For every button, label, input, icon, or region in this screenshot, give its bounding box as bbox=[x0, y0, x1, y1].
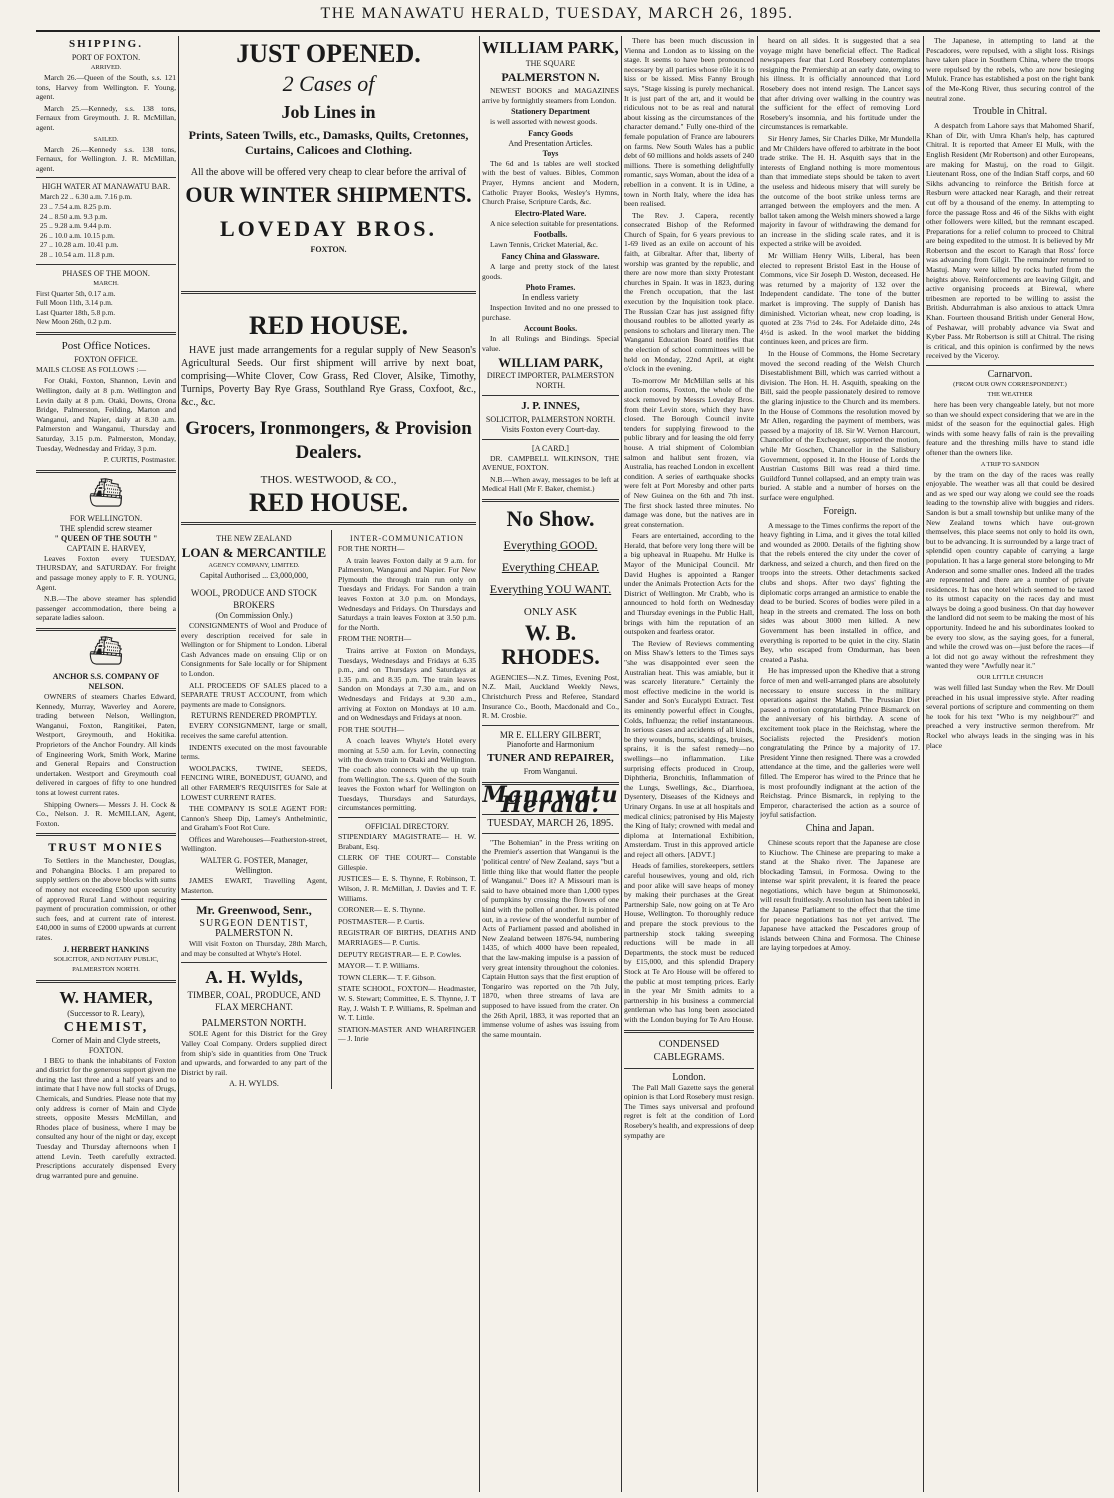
loveday-bros: LOVEDAY BROS. bbox=[219, 216, 438, 241]
photo-heading: Photo Frames. bbox=[525, 283, 576, 293]
directory-entry: STATION-MASTER AND WHARFINGER— J. Inrie bbox=[338, 1024, 476, 1044]
card-label: [A CARD.] bbox=[532, 443, 569, 453]
lower-ads bbox=[181, 530, 476, 1089]
wilkinson: DR. CAMPBELL WILKINSON, THE AVENUE, FOXTON. bbox=[482, 453, 619, 473]
returns: RETURNS RENDERED PROMPTLY. bbox=[191, 711, 317, 721]
news-paragraph: The Japanese, in attempting to land at the Pescadores, were repulsed, with a slight loss. Risings have taken place in Southern China, where the troops were repulsed by the rebels, who are now besieging Muluk. France has established a post on the right bank of the Me-Kong River, thus securing control of the neutral zone. bbox=[926, 36, 1094, 103]
anchor-notice: OWNERS of steamers Charles Edward, Kennedy, Murray, Waverley and Aorere, trading between Nelson, Wellington, Wanganui, Foxton, Rangitikei, Paten, Westport, Greymouth, and Hokitika. Proprietors of the Anchor Foundry. All kinds of Engineering Work, Smith Work, Marine and General Repairs and Construction undertaken. Westport and Greymouth coal delivered in cargoes of fifty to one hundred tons at lowest current rates. bbox=[36, 691, 176, 797]
steamer-notice: Leaves Foxton every TUESDAY, THURSDAY, and SATURDAY. For freight and passage money apply to F. R. YOUNG, Agent. bbox=[36, 553, 176, 592]
directory-entry: CORONER— E. S. Thynne. bbox=[338, 905, 426, 915]
inter-heading: INTER-COMMUNICATION bbox=[349, 534, 465, 543]
arrival-notice: March 26.—Queen of the South, s.s. 121 tons, Harvey from Wellington. F. Young, agent. bbox=[36, 73, 176, 102]
toys-heading: Toys bbox=[542, 148, 559, 158]
directory-entry: REGISTRAR OF BIRTHS, DEATHS AND MARRIAGES— P. Curtis. bbox=[338, 928, 476, 947]
fancy-goods-sub: And Presentation Articles. bbox=[508, 138, 593, 148]
account-body: In all Rulings and Bindings. Special value. bbox=[482, 334, 619, 353]
tide-row: 23 .. 7.54 a.m. 8.25 p.m. bbox=[40, 201, 112, 211]
cablegrams-heading: CONDENSED CABLEGRAMS. bbox=[653, 1038, 725, 1063]
tuner-from: From Wanganui. bbox=[523, 766, 578, 776]
proceeds: ALL PROCEEDS OF SALES placed to a SEPARATE TRUST ACCOUNT, from which payments are made to Consignors. bbox=[181, 680, 327, 709]
directory-entry: MAYOR— T. P. Williams. bbox=[338, 961, 420, 971]
westwood-name: THOS. WESTWOOD, & CO., bbox=[260, 474, 397, 486]
tide-row: March 22 .. 6.30 a.m. 7.16 p.m. bbox=[40, 192, 133, 202]
electro-heading: Electro-Plated Ware. bbox=[514, 208, 587, 218]
ewart: JAMES EWART, Travelling Agent, Masterton. bbox=[181, 876, 327, 895]
foreign-heading: Foreign. bbox=[823, 505, 857, 517]
chemist-heading: CHEMIST, bbox=[63, 1019, 149, 1035]
news-paragraph: In the House of Commons, the Home Secretary moved the second reading of the Welsh Church Disestablishment Bill, which was carried without a division. The Hon. H. H. Asquith, speaking on the Bill, said the people passionately desired to remove the glaring injustice to the Church and its members. In the House of Commons the resolution moved by Mr Allen, regarding the payment of members, was passed by a majority of 18. Sir W. Vernon Harcourt, Chancellor of the Exchequer, supported the motion, while Mr Goschen, Chancellor in the Salisbury Government, opposed it. In the House of Lords the Austrian Customs Bill was read a third time. Guildford Tunnel collapsed, and an empty train was buried. A stable and a number of horses on the surface were engulphed. bbox=[760, 349, 920, 502]
london-heading: London. bbox=[672, 1071, 706, 1083]
arrived-heading: ARRIVED. bbox=[90, 64, 122, 71]
news-paragraph: Fears are entertained, according to the Herald, that before very long there will be a big upheaval in Ruapehu. Mr Hulke is Mayor of the Municipal Council. Mr David Hughes is appointed a Ranger under the Animals Protection Acts for the District of Wellington. Mr Crabb, who is announced to hold forth on Wednesday and Thursday evenings in the Public Hall, brings with him the reputation of an outspoken and fearless orator. bbox=[624, 531, 754, 637]
loan-sub: AGENCY COMPANY, LIMITED. bbox=[208, 562, 300, 569]
steamer-name: " QUEEN OF THE SOUTH " bbox=[54, 533, 158, 543]
park-name: WILLIAM PARK, bbox=[482, 38, 619, 57]
wylds-name: A. H. Wylds, bbox=[205, 967, 303, 988]
column-rule bbox=[178, 36, 179, 1492]
masthead: THE MANAWATU HERALD, TUESDAY, MARCH 26, 1895. bbox=[320, 5, 794, 22]
post-office-heading: Post Office Notices. bbox=[61, 339, 151, 352]
wylds-sign: A. H. WYLDS. bbox=[229, 1079, 279, 1089]
innes-body: Visits Foxton every Court-day. bbox=[501, 424, 600, 434]
two-cases: 2 Cases of bbox=[282, 71, 375, 96]
grocers-heading: Grocers, Ironmongers, & Provision Dealers. bbox=[185, 418, 472, 463]
everything-good: Everything GOOD. bbox=[503, 537, 598, 552]
captain: CAPTAIN E. HARVEY, bbox=[66, 543, 146, 553]
just-opened-heading: JUST OPENED. bbox=[236, 39, 421, 68]
gilbert-name: MR E. ELLERY GILBERT, bbox=[499, 729, 602, 740]
consignments: CONSIGNMENTS of Wool and Produce of every description received for sale in Wellington or for Shipment to London. Liberal Cash Advances made on ensuing Clip or on Consignments for Sale locally or for Shipment to London. bbox=[181, 621, 327, 678]
news-paragraph: The Review of Reviews commenting on Miss Shaw's letters to the Times says "she was disappointed ever seen the Australian heat. This was amiable, but it was scarcely literature." Certainly the most effective medicine in the world is Sander and Son's Eucalypti Extract. Test its eminently powerful effect in Coughs, Colds, Influenza; the relief instantaneous. In serious cases and accidents of all kinds, be they wounds, burns, scaldings, bruises, sprains, it is the safest remedy—no swellings—no inflammation. Like surprising effects produced in Croup, Diphtheria, Bronchitis, Inflammation of the Lungs, Swellings, &c., Diarrhoea, Dysentery, Diseases of the Kidneys and Urinary Organs. In use at all hospitals and medical clinics; patronised by His Majesty the King of Italy; crowned with medal and diploma at International Exhibition, Amsterdam. Trust in this approved article and reject all others. [ADVT.] bbox=[624, 638, 754, 859]
electro-body: A nice selection suitable for presentations. bbox=[490, 218, 619, 228]
red-house-heading: RED HOUSE. bbox=[249, 311, 408, 340]
carnarvon-heading: Carnarvon. bbox=[987, 369, 1033, 380]
column-rule bbox=[923, 36, 924, 1492]
wilkinson-nb: N.B.—When away, messages to be left at Medical Hall (Mr F. Baker, chemist.) bbox=[482, 474, 619, 494]
footballs-heading: Footballs. bbox=[533, 230, 568, 240]
gilbert-sub: Pianoforte and Harmonium bbox=[506, 739, 595, 749]
column-news-1 bbox=[624, 36, 754, 1492]
tuner-heading: TUNER AND REPAIRER, bbox=[487, 751, 614, 764]
prints-list: Prints, Sateen Twills, etc., Damasks, Quilts, Cretonnes, Curtains, Calicoes and Clothing. bbox=[188, 128, 469, 157]
greenwood-name: Mr. Greenwood, Senr., bbox=[196, 903, 312, 918]
sole-agent: THE COMPANY IS SOLE AGENT FOR: Cannon's Sheep Dip, Lamey's Anthelmintic, and Graham's Foot Rot Cure. bbox=[181, 804, 327, 833]
moon-row: First Quarter 5th, 0.17 a.m. bbox=[36, 288, 116, 298]
sailing-notice: March 26.—Kennedy s.s. 138 tons, Fernaux, for Wellington. J. R. McMillan, agent. bbox=[36, 144, 176, 173]
church-heading: OUR LITTLE CHURCH bbox=[976, 674, 1044, 682]
hamer-successor: (Successor to R. Leary), bbox=[67, 1008, 145, 1018]
tide-row: 25 .. 9.28 a.m. 9.44 p.m. bbox=[40, 221, 112, 231]
herald-nameplate: Manawatu Herald. bbox=[482, 781, 619, 818]
woolpacks: WOOLPACKS, TWINE, SEEDS, FENCING WIRE, BONEDUST, GUANO, and all other FARMER'S REQUISITES for Sale at LOWEST CURRENT RATES. bbox=[181, 763, 327, 802]
glassware-heading: Fancy China and Glassware. bbox=[501, 251, 600, 261]
directory-entry: TOWN CLERK— T. F. Gibson. bbox=[338, 972, 436, 982]
anchor-company: ANCHOR S.S. COMPANY OF NELSON. bbox=[52, 671, 160, 691]
intercommunication-column bbox=[338, 530, 476, 1089]
news-paragraph: heard on all sides. It is suggested that a sea voyage might have beneficial effect. The Radical newspapers fear that Lord Rosebery contemplates resigning the Premiership at an early date, owing to his illness. It is officially announced that Lord Rosebery does not intend resign. The Lancet says that after driving over walking in the country was the sufficient for the effect of removing Lord Rosebery's insomnia, and his fortitude under the circumstances is remarkable. bbox=[760, 36, 920, 132]
news-paragraph: There has been much discussion in Vienna and London as to kissing on the stage. It seems to have been pronounced necessary by all parties whose rôle it is to kiss or be kissed. Miss Fanny Brough says, "Stage kissing is purely mechanical. It is just part of the art, and it would be ridiculous not to be as real and natural about kissing as the circumstances of the character demand." Fully one-third of the female population of France are labourers on farms. New South Wales has a public debt of 60 millions and holds assets of 240 millions. There is something delightfully romantic, says Woman, about the idea of a rebellion in a convent. It is in Udine, a town in North Italy, where the idea has been realised. bbox=[624, 36, 754, 209]
directory-entry: JUSTICES— E. S. Thynne, F. Robinson, T. Wilson, J. R. McMillan, J. Davies and T. F. Williams. bbox=[338, 874, 476, 903]
ship-icon: ⛴ bbox=[88, 477, 124, 509]
tide-row: 24 .. 8.50 a.m. 9.3 p.m. bbox=[40, 211, 108, 221]
church-paragraph: was well filled last Sunday when the Rev. Mr Doull preached in his usual impressive style. After reading several portions of scripture and commenting on them he took for his text "Who is my neighbour?" and preached a very instructive sermon therefrom. Mr Rockel who always leads in the singing was in his place bbox=[926, 683, 1094, 750]
every-consignment: EVERY CONSIGNMENT, large or small, receives the same careful attention. bbox=[181, 721, 327, 740]
loan-capital: Capital Authorised ... £3,000,000, bbox=[199, 571, 309, 580]
newest-books: NEWEST BOOKS and MAGAZINES arrive by fortnightly steamers from London. bbox=[482, 86, 619, 105]
weather-paragraph: here has been very changeable lately, but not more so than we should expect considering that we are in the midst of the season for the equinoctial gales. High winds with some heavy falls of rain is the prevailing feature and the threshing mills have to stand idle oftener than the owners like. bbox=[926, 400, 1094, 457]
innes-title: SOLICITOR, PALMERSTON NORTH. bbox=[485, 414, 616, 424]
agencies: AGENCIES—N.Z. Times, Evening Post, N.Z. Mail, Auckland Weekly News, Christchurch Press and Referee, Standard Insurance Co., Booth, Macdonald and Co., R. M. Crosbie. bbox=[482, 672, 619, 721]
post-office-notice: For Otaki, Foxton, Shannon, Levin and Wellington, daily at 8 p.m. Wellington and Levin daily at 8 p.m. Otaki, Downs, Orona Bridge, Palmerston, Feilding, Marton and Wanganui, and Napier, daily at 8.30 a.m. Palmerston and Wanganui, Thursday and Saturday, 3.15 p.m. Palmerston, Monday, Tuesday, Wednesday and Friday, 3 p.m. bbox=[36, 376, 176, 453]
indents: INDENTS executed on the most favourable terms. bbox=[181, 742, 327, 762]
column-advertisements bbox=[181, 36, 476, 1492]
stationery-heading: Stationery Department bbox=[511, 107, 590, 117]
palmerston: PALMERSTON N. bbox=[215, 928, 293, 940]
park-palmerston: PALMERSTON N. bbox=[501, 70, 600, 84]
loan-column bbox=[181, 530, 332, 1089]
column-news-3 bbox=[926, 36, 1094, 1492]
account-heading: Account Books. bbox=[523, 324, 578, 334]
official-directory: OFFICIAL DIRECTORY. bbox=[365, 822, 449, 832]
port-heading: PORT OF FOXTON. bbox=[71, 53, 141, 62]
wylds-trade: TIMBER, COAL, PRODUCE, AND FLAX MERCHANT. bbox=[187, 990, 321, 1013]
editorial-notes: "The Bohemian" in the Press writing on the Premier's assertion that Wanganui is the 'political centre' of New Zealand, says "but a little thing like that would flatter the people of Wanganui." Does it? A Missouri man is said to have obtained more than 1,000 types of pumpkins by crossing the flowers of one kind with the pollen of another. It is pointed out, in a review of the wonderful number of Acts of Parliament passed and abolished in New Zealand between 1876-94, numbering 1435, of which 4000 have been repealed, that the law-making impulse is a passion of very great intensity throughout the colonies. Captain Hutton says that the first eruption of Tongariro was reported on the 7th July, 1870, when three streams of lava are supposed to have issued from the crater. On the 26th April, 1883, it was reported that an immense volume of ashes was issuing from the same mountain. bbox=[482, 837, 619, 1039]
tide-row: 26 .. 10.0 a.m. 10.15 p.m. bbox=[40, 230, 115, 240]
tide-table bbox=[36, 192, 176, 259]
chitral-heading: Trouble in Chitral. bbox=[972, 106, 1048, 118]
job-lines: Job Lines in bbox=[281, 102, 376, 122]
loan-intro: THE NEW ZEALAND bbox=[216, 534, 292, 543]
directory-entry: POSTMASTER— P. Curtis. bbox=[338, 916, 425, 926]
news-paragraph: To-morrow Mr McMillan sells at his auction rooms, Foxton, the whole of the stock removed by Messrs Loveday Bros. from their Levin store, which they have closed. The Borough Council invite tenders for supplying firewood to the public library and for leasing the old ferry house. A trial shipment of Colombian salmon and halibut sent frozen, via Australia, has reached London in excellent condition. A series of earthquake shocks were felt at Port Moresby and other parts of New Guinea on the 6th and 7th inst. The first shock lasted three minutes. No damage was done, but the natives are in great consternation. bbox=[624, 375, 754, 529]
moon-list bbox=[36, 289, 176, 327]
wool-brokers: WOOL, PRODUCE AND STOCK BROKERS bbox=[190, 588, 318, 610]
footballs-body: Lawn Tennis, Cricket Material, &c. bbox=[490, 240, 598, 250]
everything-cheap: Everything CHEAP. bbox=[501, 559, 600, 574]
offices: Offices and Warehouses—Featherston-street, Wellington. bbox=[181, 834, 327, 854]
steamer-intro: THE splendid screw steamer bbox=[59, 523, 153, 533]
stationery-body: is well assorted with newest goods. bbox=[490, 117, 598, 127]
arrival-notice: March 25.—Kennedy, s.s. 138 tons, Fernaux from Greymouth. J. R. McMillan, agent. bbox=[36, 103, 176, 132]
tide-row: 28 .. 10.54 a.m. 11.8 p.m. bbox=[40, 249, 115, 259]
for-wellington-heading: FOR WELLINGTON. bbox=[69, 513, 143, 523]
south-times: A coach leaves Whyte's Hotel every morning at 5.50 a.m. for Levin, connecting with the down train to Otaki and Wellington. The coach also connects with the up train from Wellington. The s.s. Queen of the South leaves the Foxton wharf for Wellington on Tuesdays, Thursdays and Saturdays, circumstances permitting. bbox=[338, 736, 476, 813]
moon-row: Last Quarter 18th, 5.8 p.m. bbox=[36, 307, 116, 317]
directory-entry: DEPUTY REGISTRAR— E. P. Cowles. bbox=[338, 949, 462, 959]
postmaster-sign: P. CURTIS, Postmaster. bbox=[103, 455, 176, 465]
column-park bbox=[482, 36, 619, 1492]
hankins-name: J. HERBERT HANKINS bbox=[62, 944, 150, 954]
cable-paragraph: The Pall Mall Gazette says the general opinion is that Lord Rosebery must resign. The Times says universal and profound regret is felt at the condition of Lord Rosebery's health, and expressions of deep sympathy are bbox=[624, 1082, 754, 1140]
offered-text: All the above will be offered very cheap to clear before the arrival of bbox=[190, 167, 467, 178]
toys-body: The 6d and 1s tables are well stocked with the best of values. Bibles, Common Prayer, Hymns ancient and Modern, Catholic Prayer Books, Wesley's Hymns, Church Praise, Scripture Cards, &c. bbox=[482, 158, 619, 207]
column-rule bbox=[757, 36, 758, 1492]
directory-entry: STATE SCHOOL, FOXTON— Headmaster, W. S. Stewart; Committee, E. S. Thynne, J. T Ray, J. Walsh T. P. Williams, R. Spelman and W. T. Little. bbox=[338, 984, 476, 1023]
wylds-notice: SOLE Agent for this District for the Grey Valley Coal Company. Orders supplied direct from ship's side in quantities from One Truck and upwards, and forwarded to any part of the District by rail. bbox=[181, 1029, 327, 1077]
red-house-heading: RED HOUSE. bbox=[249, 488, 408, 517]
moon-heading: PHASES OF THE MOON. bbox=[62, 268, 150, 278]
from-north-times: Trains arrive at Foxton on Mondays, Tuesdays, Wednesdays and Fridays at 6.35 p.m., and on Thursdays and Saturdays at 1.35 p.m. and 8.35 p.m. The train leaves Sandon on Mondays at 7.30 a.m., and on Wednesdays and Fridays at 9.30 a.m., arriving at Foxton on Mondays at 10 a.m. and on Wednesdays and Fridays at noon. bbox=[338, 645, 476, 723]
moon-row: New Moon 26th, 0.2 p.m. bbox=[36, 317, 112, 327]
foster: WALTER G. FOSTER, Manager, Wellington. bbox=[200, 856, 308, 876]
news-paragraph: Heads of families, storekeepers, settlers careful housewives, young and old, rich and poor alike will save heaps of money by making their purchases at the Great Partnership Sale, now going on at Te Aro House, Wellington. To thoroughly reduce and prepare the stock previous to the partnership stock taking sweeping reductions will be made in all Departments, the stock must be reduced by £15,000, and this splendid Drapery Stock at Te Aro House will be offered to the public at most tempting prices. Early in the year Mr Smith admits to a partnership in his business a commercial gentleman who has long been associated with the London buying for Te Aro House. bbox=[624, 861, 754, 1024]
tide-heading: HIGH WATER AT MANAWATU BAR. bbox=[41, 182, 171, 192]
masthead-rule bbox=[36, 30, 1100, 32]
seeds-notice: HAVE just made arrangements for a regular supply of New Season's Agricultural Seeds. Our first shipment will arrive by next boat, comprising—White Clover, Cow Grass, Red Clover, Alsike, Timothy, Turnips, Poverty Bay Rye Grass, Southland Rye Grass, Coxfoot, &c., &c., &c. bbox=[181, 345, 476, 408]
fancy-goods-heading: Fancy Goods bbox=[528, 128, 573, 138]
loan-title: LOAN & MERCANTILE bbox=[181, 545, 327, 560]
loveday-place: FOXTON. bbox=[310, 245, 347, 254]
issue-date: TUESDAY, MARCH 26, 1895. bbox=[487, 817, 614, 829]
greenwood-notice: Will visit Foxton on Thursday, 28th March, and may be consulted at Whyte's Hotel. bbox=[181, 939, 327, 958]
steamer-nb: N.B.—The above steamer has splendid passenger accommodation, there being a separate ladies saloon. bbox=[36, 594, 176, 623]
tide-row: 27 .. 10.28 a.m. 10.41 p.m. bbox=[40, 240, 119, 250]
directory-entry: STIPENDIARY MAGISTRATE— H. W. Brabant, Esq. bbox=[338, 832, 476, 851]
inspection: Inspection Invited and no one pressed to purchase. bbox=[482, 303, 619, 322]
weather-heading: THE WEATHER bbox=[987, 391, 1033, 398]
hamer-name: W. HAMER, bbox=[59, 987, 153, 1007]
news-paragraph: Mr William Henry Wills, Liberal, has been elected to represent Bristol East in the House of Commons, vice Sir Joseph D. Weston, deceased. He was returned by a majority of 132 over the Independent candidate. The tone of the butter market is improving. The supply of Danish has diminished. Victorian wheat, new crop loading, is quoted at 23s 7½d to 24s. For Adelaide ditto, 24s 4½d is asked. In the wool market the bidding continues keen, and prices are firm. bbox=[760, 251, 920, 347]
commission: (On Commission Only.) bbox=[215, 611, 293, 620]
north-times: A train leaves Foxton daily at 9 a.m. for Palmerston, Wanganui and Napier. For New Plymouth the through train run only on Tuesdays and Fridays. For Sandon a train leaves Foxton at 3.0 p.m. on Mondays, Wednesdays and Fridays. On Thursdays and Saturdays a train leaves Foxton at 3.50 p.m. for the North. bbox=[338, 555, 476, 632]
rhodes-name: W. B. RHODES. bbox=[501, 619, 600, 669]
no-show-heading: No Show. bbox=[506, 505, 595, 531]
directory-entry: CLERK OF THE COURT— Constable Gillespie. bbox=[338, 853, 476, 872]
news-paragraph: Sir Henry James, Sir Charles Dilke, Mr Mundella and Mr Childers have offered to arbitrate in the boot trade strike. The H. H. Asquith says that in the interests of England nothing is more momentous than that immediate steps should be taken to avert the useless and hideous misery that will surely be the outcome of the boot strike unless terms are arranged between the employers and the men. A ballot taken among the Welsh miners showed a large majority in favour of withdrawing the demand for an increase in the sliding scale rates, and it is expected a strike will be avoided. bbox=[760, 133, 920, 249]
anchor-owners: Shipping Owners— Messrs J. H. Cock & Co., Nelson. J. R. McMILLAN, Agent, Foxton. bbox=[36, 799, 176, 828]
hankins-title: SOLICITOR, AND NOTARY PUBLIC, PALMERSTON NORTH. bbox=[53, 955, 159, 973]
for-north: FOR THE NORTH— bbox=[338, 544, 405, 553]
column-rule bbox=[621, 36, 622, 1492]
sandon-heading: A TRIP TO SANDON bbox=[980, 460, 1040, 468]
trust-monies-notice: To Settlers in the Manchester, Douglas, and Pohangina Blocks. I am prepared to supply settlers on the above blocks with sums of money not exceeding £500 upon security of approved Rural Land without requiring payment of procuration commission, or other such fees, and at current rate of interest. £40,000 in sums of £2000 upwards at current rates. bbox=[36, 856, 176, 943]
correspondent: (FROM OUR OWN CORRESPONDENT.) bbox=[953, 381, 1067, 388]
winter-shipments: OUR WINTER SHIPMENTS. bbox=[185, 182, 472, 207]
importer: DIRECT IMPORTER, PALMERSTON NORTH. bbox=[486, 370, 615, 390]
innes-name: J. P. INNES, bbox=[521, 399, 580, 412]
chemist-address: Corner of Main and Clyde streets, FOXTON. bbox=[51, 1035, 161, 1055]
moon-month: MARCH. bbox=[93, 279, 119, 287]
glassware-body: A large and pretty stock of the latest goods. bbox=[482, 261, 619, 281]
park-square: THE SQUARE bbox=[525, 59, 576, 68]
only-ask: ONLY ASK bbox=[523, 605, 578, 618]
chitral-paragraph: A despatch from Lahore says that Mahomed Sharif, Khan of Dir, with Umra Khan's help, has captured Chitral. It is reported that Ameer El Mulk, with the English Resident (Mr Robertson) and other Europeans, are making for Mastuj, on the road to Gilgit. Lieutenant Ross, one of the Indian Staff corps, and 60 Sikhs advancing to reinforce the British force at Resburn were attacked near Karagh, and their retreat cut off by a thousand of the enemy. In attempting to force the passage Ross and 46 of the Sikhs with eight other followers were killed, but the remnant escaped. Preparations for a relief column to proceed to Chitral are being expedited to the utmost. It is believed by Mr Robertson and the escort to Karagh that Ross' force was advancing from Gilgit. The remainder returned to Mastuj. Many were killed by rocks hurled from the heights above. Reinforcements are leaving Gilgit, and active organising proceeds at Birewal, where tribesmen are reported to be willing to assist the British. Abdurrahman is also anxious to attack Umra Khan. Fourteen thousand British under General How, of Peshawar, will probably advance via Swat and Kyber Pass. Mr Robertson is still at Chitral. The rising is critical, and this opinion is confirmed by the news received by the Viceroy. bbox=[926, 121, 1094, 361]
chemist-notice: I BEG to thank the inhabitants of Foxton and district for the generous support given me during the last three and a half years and to intimate that I have now full stocks of Drugs, Chemicals, and Sundries. Please note that my only address is corner of Main and Clyde streets, opposite Messrs McMillan, and Rhodes place of business, where I may be consulted any hour of the night or day, except Tuesday and Thursday afternoons when I attend Levin. Teeth carefully extracted. Prescriptions accurately dispensed Every drug warranted pure and genuine. bbox=[36, 1055, 176, 1180]
foreign-paragraph: A message to the Times confirms the report of the heavy fighting in Lima, and it gives the total killed and wounded as 2000. Details of the fighting show that the rebels entered the city under the cover of darkness, and seized a church, and then fired on the troops into the streets. Other detachments sacked clubs and shops. After two days' fighting the diplomatic corps arranged an armistice to enable the dead to be buried. Scores of bodies were piled in a heap in the streets and cremated. The loss on both sides was about 3000 men killed. A new Government has been installed in office, and everything is reported to be quiet in the city. Slatin Bey, who escaped from Omdurman, has been created a Pasha. bbox=[760, 520, 920, 664]
sandon-paragraph: by the tram on the day of the races was really enjoyable. The weather was all that could be desired and as we sped our way along we could see the roads leading to the township alive with buggies and riders. Sandon is but a small township but unlike many of the New Zealand towns which have out-grown themselves, this place seems not only to hold its own, but to be advancing. It is surrounded by a large tract of splendid open country capable of carrying a large population. It has a large general store belonging to Mr Anderson and some smaller ones. Indeed all the trades are represented and there are a number of private residences. It has one hotel which seemed to be taxed to its utmost capacity on the races day and must always be doing a good business. On that day however the landlord did not seem to be making the most of his opportunity. Indeed he and his subordinates looked to be every too slow, as the saying goes, for a funeral, and while the crowd was on—just before the races—if a lot did not go away without the refreshment they wanted they were "Awfully near it." bbox=[926, 469, 1094, 671]
everything-you-want: Everything YOU WANT. bbox=[489, 581, 612, 596]
surgeon-dentist: SURGEON DENTIST, bbox=[199, 918, 309, 930]
mails-close: MAILS CLOSE AS FOLLOWS :— bbox=[36, 364, 147, 374]
foxton-office: FOXTON OFFICE. bbox=[74, 354, 138, 364]
wylds-place: PALMERSTON NORTH. bbox=[201, 1018, 307, 1030]
china-japan-heading: China and Japan. bbox=[805, 822, 875, 834]
ship-icon: ⛴ bbox=[88, 635, 124, 667]
china-paragraph: Chinese scouts report that the Japanese are close to Kiuchow. The Chinese are preparing to make a stand at the Shako river. The Japanese are blockading Tamsui, in Formosa. Owing to the intense war spirit prevalent, it is feared the peace negotiations, which have begun at Shimonoseki, will result fruitlessly. A resolution has been tabled in the Japanese Parliament to the effect that the time for peace negotiations has not yet arrived. The Japanese have attacked the Pescadores group of islands between China and Formosa. The Chinese are laying torpedoes at Amoy. bbox=[760, 837, 920, 953]
column-news-2 bbox=[760, 36, 920, 1492]
news-paragraph: The Rev. J. Capera, recently consecrated Bishop of the Reformed Church of Spain, for 6 years previous to 1-69 lived as an exile on account of his faith, at Gibraltar. After that, liberty of worship was granted by the republic, and there are now more than sixty Protestant churches in Spain. It was in 1823, during the French occupation, that the last execution by the Inquisition took place. The Russian Czar has just assigned fifty thousand roubles to be allotted yearly as pensions to scholars and literary men. The Wanganui Education Board notifies that the election of school committees will be held on Monday, 22nd April, at eight o'clock in the evening. bbox=[624, 210, 754, 374]
park-name: WILLIAM PARK, bbox=[498, 354, 603, 370]
for-south: FOR THE SOUTH— bbox=[338, 724, 405, 734]
sailed-heading: SAILED. bbox=[93, 135, 119, 143]
photo-body: In endless variety bbox=[522, 293, 579, 303]
trust-monies-heading: TRUST MONIES bbox=[48, 840, 164, 855]
column-rule bbox=[479, 36, 480, 1492]
shipping-heading: SHIPPING. bbox=[69, 38, 143, 50]
from-north: FROM THE NORTH— bbox=[338, 634, 412, 644]
moon-row: Full Moon 11th, 3.14 p.m. bbox=[36, 298, 113, 308]
foreign-paragraph: He has impressed upon the Khedive that a strong force of men and well-arranged plans are absolutely necessary to ensure success in the military operations against the Mahdi. The Prussian Diet passed a motion congratulating Prince Bismarck on the anniversary of his birthday. A scene of excitement took place in the Reichstag, where the Socialists rejected the President's motion congratulating the Prince by a majority of 17. President Yinne then resigned. There was a crowded attendance at the time, and the galleries were well filled. The Emperor has wired to the Prince that he is most profoundly indignant at the action of the Reichstag. Prince Bismarck, in replying to the Emperor, characterised the action as a source of joyful satisfaction. bbox=[760, 666, 920, 820]
column-shipping bbox=[36, 36, 176, 1492]
